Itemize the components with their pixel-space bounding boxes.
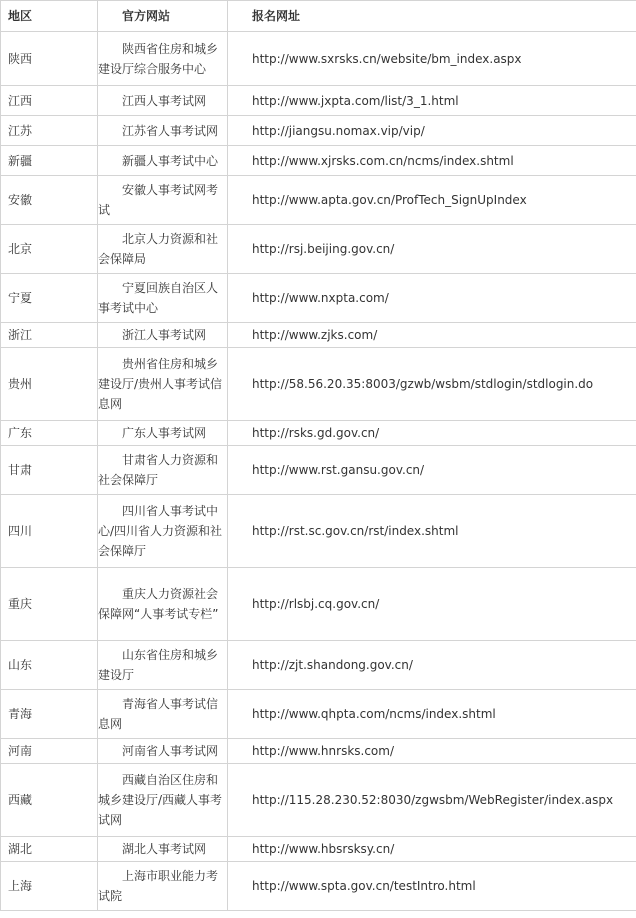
signup-url-cell[interactable]: http://www.apta.gov.cn/ProfTech_SignUpIndex — [228, 176, 636, 225]
signup-url-cell[interactable]: http://www.hnrsks.com/ — [228, 739, 636, 764]
official-site-cell — [98, 641, 228, 690]
official-site-name: 广东人事考试网 — [122, 426, 207, 440]
signup-url-cell[interactable]: http://www.rst.gansu.gov.cn/ — [228, 446, 636, 495]
official-site-name: 甘肃省人力资源和社会保障厅 — [98, 453, 219, 487]
official-site-name: 西藏自治区住房和城乡建设厅/西藏人事考试网 — [98, 773, 223, 827]
region-cell: 浙江 — [1, 323, 98, 348]
region-cell: 宁夏 — [1, 274, 98, 323]
region-cell: 山东 — [1, 641, 98, 690]
signup-url-cell[interactable]: http://www.qhpta.com/ncms/index.shtml — [228, 690, 636, 739]
signup-url-cell[interactable]: http://rst.sc.gov.cn/rst/index.shtml — [228, 495, 636, 568]
official-site-cell — [98, 421, 228, 446]
official-site-cell — [98, 495, 228, 568]
table-row — [1, 739, 636, 764]
table-row — [1, 32, 636, 86]
signup-url-cell[interactable]: http://zjt.shandong.gov.cn/ — [228, 641, 636, 690]
official-site-cell — [98, 690, 228, 739]
table-header-row — [1, 1, 636, 32]
official-site-cell — [98, 348, 228, 421]
region-cell: 陕西 — [1, 32, 98, 86]
signup-url-cell[interactable]: http://www.xjrsks.com.cn/ncms/index.shtml — [228, 146, 636, 176]
table-row — [1, 116, 636, 146]
header-official-site: 官方网站 — [98, 1, 228, 32]
header-region: 地区 — [1, 1, 98, 32]
signup-url-cell[interactable]: http://www.hbsrsksy.cn/ — [228, 837, 636, 862]
region-cell: 江苏 — [1, 116, 98, 146]
signup-url-cell[interactable]: http://rlsbj.cq.gov.cn/ — [228, 568, 636, 641]
signup-url-cell[interactable]: http://115.28.230.52:8030/zgwsbm/WebRegister/index.aspx — [228, 764, 636, 837]
signup-url-cell[interactable]: http://www.spta.gov.cn/testIntro.html — [228, 862, 636, 911]
signup-url-cell[interactable]: http://rsks.gd.gov.cn/ — [228, 421, 636, 446]
table-row — [1, 421, 636, 446]
table-row — [1, 690, 636, 739]
official-site-name: 贵州省住房和城乡建设厅/贵州人事考试信息网 — [98, 357, 223, 411]
official-site-name: 安徽人事考试网考试 — [98, 183, 219, 217]
region-cell: 安徽 — [1, 176, 98, 225]
official-site-cell — [98, 739, 228, 764]
official-site-name: 江苏省人事考试网 — [122, 123, 219, 138]
table-row — [1, 225, 636, 274]
official-site-cell — [98, 116, 228, 146]
table-row — [1, 446, 636, 495]
table-row — [1, 837, 636, 862]
official-site-name: 上海市职业能力考试院 — [98, 869, 219, 903]
region-cell: 新疆 — [1, 146, 98, 176]
official-site-name: 重庆人力资源社会保障网“人事考试专栏” — [98, 587, 219, 621]
official-site-cell — [98, 32, 228, 86]
region-cell: 青海 — [1, 690, 98, 739]
official-site-cell — [98, 837, 228, 862]
official-site-cell — [98, 568, 228, 641]
table-row — [1, 764, 636, 837]
region-cell: 上海 — [1, 862, 98, 911]
header-signup-url: 报名网址 — [228, 1, 636, 32]
signup-url-cell[interactable]: http://www.sxrsks.cn/website/bm_index.aspx — [228, 32, 636, 86]
official-site-name: 青海省人事考试信息网 — [98, 697, 219, 731]
official-site-cell — [98, 274, 228, 323]
signup-url-cell[interactable]: http://www.jxpta.com/list/3_1.html — [228, 86, 636, 116]
official-site-name: 宁夏回族自治区人事考试中心 — [98, 281, 219, 315]
official-site-cell — [98, 176, 228, 225]
table-row — [1, 862, 636, 911]
signup-url-cell[interactable]: http://jiangsu.nomax.vip/vip/ — [228, 116, 636, 146]
official-site-name: 陕西省住房和城乡建设厅综合服务中心 — [98, 41, 219, 76]
table-row — [1, 323, 636, 348]
signup-url-cell[interactable]: http://www.nxpta.com/ — [228, 274, 636, 323]
official-site-name: 江西人事考试网 — [122, 93, 207, 108]
table-row — [1, 568, 636, 641]
official-site-name: 四川省人事考试中心/四川省人力资源和社会保障厅 — [98, 504, 223, 558]
official-site-name: 山东省住房和城乡建设厅 — [98, 648, 219, 682]
table-row — [1, 176, 636, 225]
signup-url-cell[interactable]: http://www.zjks.com/ — [228, 323, 636, 348]
signup-url-cell[interactable]: http://58.56.20.35:8003/gzwb/wsbm/stdlogin/stdlogin.do — [228, 348, 636, 421]
official-site-cell — [98, 225, 228, 274]
official-site-cell — [98, 323, 228, 348]
table-row — [1, 146, 636, 176]
region-cell: 河南 — [1, 739, 98, 764]
region-cell: 贵州 — [1, 348, 98, 421]
official-site-name: 河南省人事考试网 — [122, 744, 219, 758]
table-row — [1, 641, 636, 690]
official-site-name: 浙江人事考试网 — [122, 328, 207, 342]
table-row — [1, 348, 636, 421]
region-cell: 北京 — [1, 225, 98, 274]
table-row — [1, 495, 636, 568]
table-row — [1, 274, 636, 323]
signup-url-cell[interactable]: http://rsj.beijing.gov.cn/ — [228, 225, 636, 274]
region-cell: 西藏 — [1, 764, 98, 837]
region-cell: 广东 — [1, 421, 98, 446]
region-cell: 重庆 — [1, 568, 98, 641]
region-cell: 江西 — [1, 86, 98, 116]
official-site-cell — [98, 146, 228, 176]
official-site-cell — [98, 862, 228, 911]
table-row — [1, 86, 636, 116]
region-cell: 四川 — [1, 495, 98, 568]
official-site-cell — [98, 446, 228, 495]
region-cell: 湖北 — [1, 837, 98, 862]
official-site-name: 北京人力资源和社会保障局 — [98, 232, 219, 266]
official-site-cell — [98, 86, 228, 116]
official-site-name: 新疆人事考试中心 — [122, 153, 219, 168]
official-site-cell — [98, 764, 228, 837]
region-cell: 甘肃 — [1, 446, 98, 495]
official-site-name: 湖北人事考试网 — [122, 842, 207, 856]
